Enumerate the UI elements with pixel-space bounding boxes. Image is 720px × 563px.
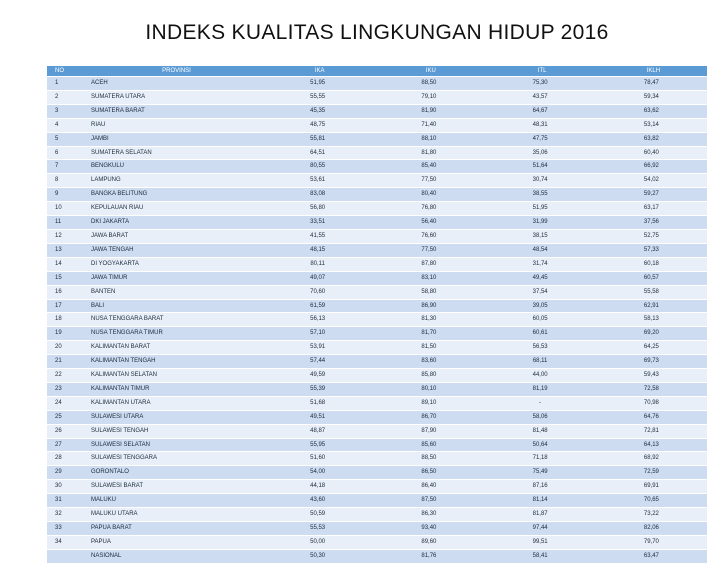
cell-iku: 88,10	[373, 132, 484, 146]
cell-iklh: 60,57	[596, 271, 707, 285]
cell-no: 23	[47, 382, 87, 396]
cell-itl: 50,64	[485, 438, 596, 452]
table-row	[47, 452, 707, 466]
header-provinsi: PROVINSI	[87, 66, 262, 77]
cell-iklh: 72,81	[596, 424, 707, 438]
cell-provinsi: KALIMANTAN BARAT	[87, 341, 262, 355]
cell-provinsi: JAWA TIMUR	[87, 271, 262, 285]
cell-iklh: 72,58	[596, 382, 707, 396]
cell-itl: 68,11	[485, 355, 596, 369]
cell-iklh: 60,40	[596, 146, 707, 160]
cell-iku: 81,80	[373, 146, 484, 160]
cell-no: 17	[47, 299, 87, 313]
cell-provinsi: BENGKULU	[87, 160, 262, 174]
table-row	[47, 146, 707, 160]
cell-ika: 57,10	[262, 327, 373, 341]
cell-ika: 48,75	[262, 118, 373, 132]
cell-provinsi: KEPULAUAN RIAU	[87, 202, 262, 216]
table-row	[47, 229, 707, 243]
cell-provinsi: SULAWESI UTARA	[87, 410, 262, 424]
table-row	[47, 90, 707, 104]
cell-itl: 58,06	[485, 410, 596, 424]
cell-ika: 50,59	[262, 508, 373, 522]
cell-no: 32	[47, 508, 87, 522]
header-iklh: IKLH	[596, 66, 707, 77]
table-row	[47, 341, 707, 355]
cell-no: 28	[47, 452, 87, 466]
cell-ika: 70,60	[262, 285, 373, 299]
cell-iklh: 73,22	[596, 508, 707, 522]
cell-itl: 87,16	[485, 480, 596, 494]
table-row	[47, 313, 707, 327]
cell-no: 27	[47, 438, 87, 452]
cell-iku: 88,50	[373, 452, 484, 466]
iklh-table	[47, 66, 707, 563]
table-row	[47, 535, 707, 549]
cell-itl: 49,45	[485, 271, 596, 285]
table-row	[47, 466, 707, 480]
cell-iklh: 52,75	[596, 229, 707, 243]
cell-iku: 85,40	[373, 160, 484, 174]
cell-no: 6	[47, 146, 87, 160]
cell-provinsi: BANTEN	[87, 285, 262, 299]
cell-ika: 44,18	[262, 480, 373, 494]
table-row	[47, 424, 707, 438]
cell-itl: 38,55	[485, 188, 596, 202]
cell-iklh: 57,33	[596, 243, 707, 257]
cell-ika: 55,55	[262, 90, 373, 104]
cell-iklh: 58,13	[596, 313, 707, 327]
cell-itl: 64,67	[485, 104, 596, 118]
cell-ika: 33,51	[262, 216, 373, 230]
cell-provinsi: SUMATERA BARAT	[87, 104, 262, 118]
cell-provinsi: KALIMANTAN SELATAN	[87, 369, 262, 383]
cell-itl: 71,18	[485, 452, 596, 466]
cell-iklh: 78,47	[596, 77, 707, 91]
cell-iklh: 69,20	[596, 327, 707, 341]
cell-ika: 51,60	[262, 452, 373, 466]
cell-iklh: 63,17	[596, 202, 707, 216]
cell-no: 2	[47, 90, 87, 104]
cell-iku: 76,80	[373, 202, 484, 216]
table-row	[47, 160, 707, 174]
cell-iku: 86,90	[373, 299, 484, 313]
cell-iklh: 70,98	[596, 396, 707, 410]
table-row	[47, 480, 707, 494]
table-row	[47, 188, 707, 202]
table-row	[47, 355, 707, 369]
cell-iklh: 59,34	[596, 90, 707, 104]
cell-no: 8	[47, 174, 87, 188]
slide	[47, 8, 707, 559]
cell-ika: 49,51	[262, 410, 373, 424]
cell-provinsi: MALUKU	[87, 494, 262, 508]
cell-ika: 50,30	[262, 549, 373, 562]
cell-no: 1	[47, 77, 87, 91]
cell-itl: 81,19	[485, 382, 596, 396]
cell-no: 9	[47, 188, 87, 202]
cell-ika: 51,95	[262, 77, 373, 91]
cell-no: 19	[47, 327, 87, 341]
cell-provinsi: GORONTALO	[87, 466, 262, 480]
cell-ika: 55,53	[262, 522, 373, 536]
cell-iku: 86,30	[373, 508, 484, 522]
table-row-nasional	[47, 549, 707, 562]
cell-no: 13	[47, 243, 87, 257]
cell-no: 12	[47, 229, 87, 243]
cell-provinsi: KALIMANTAN TENGAH	[87, 355, 262, 369]
cell-iku: 81,76	[373, 549, 484, 562]
cell-iku: 89,60	[373, 535, 484, 549]
cell-itl: 35,06	[485, 146, 596, 160]
cell-iku: 76,60	[373, 229, 484, 243]
cell-no: 18	[47, 313, 87, 327]
cell-itl: 75,30	[485, 77, 596, 91]
cell-iklh: 53,14	[596, 118, 707, 132]
cell-iku: 87,50	[373, 494, 484, 508]
table-row	[47, 396, 707, 410]
cell-ika: 45,35	[262, 104, 373, 118]
cell-iklh: 69,91	[596, 480, 707, 494]
cell-iku: 86,50	[373, 466, 484, 480]
cell-itl: 37,54	[485, 285, 596, 299]
cell-iku: 77,50	[373, 174, 484, 188]
table-row	[47, 104, 707, 118]
cell-iku: 80,10	[373, 382, 484, 396]
cell-no: 25	[47, 410, 87, 424]
cell-itl: 60,05	[485, 313, 596, 327]
cell-itl: 44,00	[485, 369, 596, 383]
cell-itl: -	[485, 396, 596, 410]
cell-iku: 88,50	[373, 77, 484, 91]
header-itl: ITL	[485, 66, 596, 77]
cell-itl: 38,15	[485, 229, 596, 243]
cell-ika: 64,51	[262, 146, 373, 160]
table-row	[47, 508, 707, 522]
cell-no: 34	[47, 535, 87, 549]
cell-ika: 55,81	[262, 132, 373, 146]
cell-ika: 55,95	[262, 438, 373, 452]
cell-iklh: 55,58	[596, 285, 707, 299]
table-body	[47, 77, 707, 563]
cell-provinsi: JAWA BARAT	[87, 229, 262, 243]
cell-iklh: 79,70	[596, 535, 707, 549]
cell-provinsi: NUSA TENGGARA TIMUR	[87, 327, 262, 341]
cell-provinsi: BALI	[87, 299, 262, 313]
table-row	[47, 257, 707, 271]
table-row	[47, 369, 707, 383]
cell-no: 11	[47, 216, 87, 230]
cell-provinsi: SUMATERA SELATAN	[87, 146, 262, 160]
cell-no: 22	[47, 369, 87, 383]
cell-provinsi: BANGKA BELITUNG	[87, 188, 262, 202]
cell-itl: 56,53	[485, 341, 596, 355]
cell-no: 20	[47, 341, 87, 355]
cell-no: 26	[47, 424, 87, 438]
cell-provinsi: JAWA TENGAH	[87, 243, 262, 257]
cell-provinsi: NASIONAL	[87, 549, 262, 562]
cell-no: 4	[47, 118, 87, 132]
cell-iklh: 63,47	[596, 549, 707, 562]
cell-iku: 77,50	[373, 243, 484, 257]
cell-itl: 99,51	[485, 535, 596, 549]
cell-iklh: 72,59	[596, 466, 707, 480]
cell-iku: 86,70	[373, 410, 484, 424]
cell-ika: 53,61	[262, 174, 373, 188]
cell-itl: 51,95	[485, 202, 596, 216]
cell-ika: 83,08	[262, 188, 373, 202]
cell-itl: 81,48	[485, 424, 596, 438]
cell-itl: 30,74	[485, 174, 596, 188]
cell-ika: 48,87	[262, 424, 373, 438]
cell-no: 5	[47, 132, 87, 146]
cell-provinsi: ACEH	[87, 77, 262, 91]
cell-itl: 97,44	[485, 522, 596, 536]
cell-no: 16	[47, 285, 87, 299]
table-row	[47, 216, 707, 230]
cell-no: 3	[47, 104, 87, 118]
cell-iklh: 60,18	[596, 257, 707, 271]
cell-no: 33	[47, 522, 87, 536]
cell-iklh: 69,73	[596, 355, 707, 369]
cell-provinsi: SULAWESI BARAT	[87, 480, 262, 494]
table-row	[47, 132, 707, 146]
cell-itl: 48,54	[485, 243, 596, 257]
cell-iku: 81,90	[373, 104, 484, 118]
cell-itl: 51,64	[485, 160, 596, 174]
cell-iklh: 64,76	[596, 410, 707, 424]
cell-provinsi: PAPUA BARAT	[87, 522, 262, 536]
cell-ika: 57,44	[262, 355, 373, 369]
cell-iku: 87,80	[373, 257, 484, 271]
cell-itl: 75,49	[485, 466, 596, 480]
cell-iku: 56,40	[373, 216, 484, 230]
table-row	[47, 299, 707, 313]
cell-no: 31	[47, 494, 87, 508]
table-row	[47, 174, 707, 188]
cell-provinsi: SULAWESI TENGAH	[87, 424, 262, 438]
cell-iku: 58,80	[373, 285, 484, 299]
cell-ika: 80,55	[262, 160, 373, 174]
cell-no: 15	[47, 271, 87, 285]
cell-no: 14	[47, 257, 87, 271]
cell-ika: 51,68	[262, 396, 373, 410]
cell-iklh: 54,02	[596, 174, 707, 188]
cell-provinsi: MALUKU UTARA	[87, 508, 262, 522]
cell-no: 24	[47, 396, 87, 410]
cell-iku: 87,90	[373, 424, 484, 438]
cell-no: 10	[47, 202, 87, 216]
table-row	[47, 77, 707, 91]
header-ika: IKA	[262, 66, 373, 77]
cell-iklh: 82,06	[596, 522, 707, 536]
cell-iklh: 66,92	[596, 160, 707, 174]
cell-ika: 49,59	[262, 369, 373, 383]
cell-itl: 47,75	[485, 132, 596, 146]
table-row	[47, 118, 707, 132]
cell-iku: 93,40	[373, 522, 484, 536]
cell-provinsi: KALIMANTAN UTARA	[87, 396, 262, 410]
cell-provinsi: SULAWESI SELATAN	[87, 438, 262, 452]
table-row	[47, 438, 707, 452]
table-row	[47, 271, 707, 285]
header-no: NO	[47, 66, 87, 77]
table-row	[47, 382, 707, 396]
cell-ika: 61,59	[262, 299, 373, 313]
cell-provinsi: JAMBI	[87, 132, 262, 146]
header-iku: IKU	[373, 66, 484, 77]
table-row	[47, 327, 707, 341]
cell-iku: 89,10	[373, 396, 484, 410]
cell-ika: 50,00	[262, 535, 373, 549]
cell-iklh: 62,91	[596, 299, 707, 313]
cell-itl: 58,41	[485, 549, 596, 562]
cell-provinsi: RIAU	[87, 118, 262, 132]
cell-iku: 81,70	[373, 327, 484, 341]
cell-itl: 39,05	[485, 299, 596, 313]
table-header-row	[47, 66, 707, 77]
cell-ika: 56,13	[262, 313, 373, 327]
cell-no: 21	[47, 355, 87, 369]
cell-iku: 85,60	[373, 438, 484, 452]
table-row	[47, 494, 707, 508]
cell-no: 7	[47, 160, 87, 174]
cell-iklh: 64,25	[596, 341, 707, 355]
cell-ika: 56,80	[262, 202, 373, 216]
table-row	[47, 243, 707, 257]
cell-itl: 48,31	[485, 118, 596, 132]
cell-provinsi: DI YOGYAKARTA	[87, 257, 262, 271]
cell-ika: 53,91	[262, 341, 373, 355]
cell-itl: 60,61	[485, 327, 596, 341]
cell-iku: 79,10	[373, 90, 484, 104]
cell-provinsi: DKI JAKARTA	[87, 216, 262, 230]
cell-iku: 86,40	[373, 480, 484, 494]
page-title: INDEKS KUALITAS LINGKUNGAN HIDUP 2016	[145, 21, 609, 44]
cell-iklh: 59,43	[596, 369, 707, 383]
cell-provinsi: SULAWESI TENGGARA	[87, 452, 262, 466]
table-row	[47, 285, 707, 299]
cell-iku: 81,30	[373, 313, 484, 327]
cell-iku: 83,60	[373, 355, 484, 369]
cell-iklh: 63,62	[596, 104, 707, 118]
cell-no: 30	[47, 480, 87, 494]
table-row	[47, 410, 707, 424]
cell-ika: 80,11	[262, 257, 373, 271]
cell-ika: 54,00	[262, 466, 373, 480]
cell-ika: 43,60	[262, 494, 373, 508]
cell-itl: 31,74	[485, 257, 596, 271]
cell-ika: 48,15	[262, 243, 373, 257]
table-row	[47, 202, 707, 216]
cell-iku: 81,50	[373, 341, 484, 355]
cell-provinsi: PAPUA	[87, 535, 262, 549]
cell-provinsi: LAMPUNG	[87, 174, 262, 188]
cell-iku: 83,10	[373, 271, 484, 285]
cell-itl: 43,57	[485, 90, 596, 104]
table-row	[47, 522, 707, 536]
cell-provinsi: KALIMANTAN TIMUR	[87, 382, 262, 396]
cell-iklh: 64,13	[596, 438, 707, 452]
cell-iku: 71,40	[373, 118, 484, 132]
cell-iklh: 37,56	[596, 216, 707, 230]
cell-provinsi: NUSA TENGGARA BARAT	[87, 313, 262, 327]
cell-ika: 55,39	[262, 382, 373, 396]
cell-iklh: 59,27	[596, 188, 707, 202]
cell-itl: 81,14	[485, 494, 596, 508]
cell-provinsi: SUMATERA UTARA	[87, 90, 262, 104]
cell-iku: 80,40	[373, 188, 484, 202]
cell-itl: 81,87	[485, 508, 596, 522]
cell-iklh: 63,82	[596, 132, 707, 146]
cell-ika: 49,07	[262, 271, 373, 285]
cell-iklh: 68,92	[596, 452, 707, 466]
cell-no: 29	[47, 466, 87, 480]
cell-iklh: 70,65	[596, 494, 707, 508]
cell-iku: 85,80	[373, 369, 484, 383]
cell-ika: 41,55	[262, 229, 373, 243]
cell-no	[47, 549, 87, 562]
cell-itl: 31,99	[485, 216, 596, 230]
